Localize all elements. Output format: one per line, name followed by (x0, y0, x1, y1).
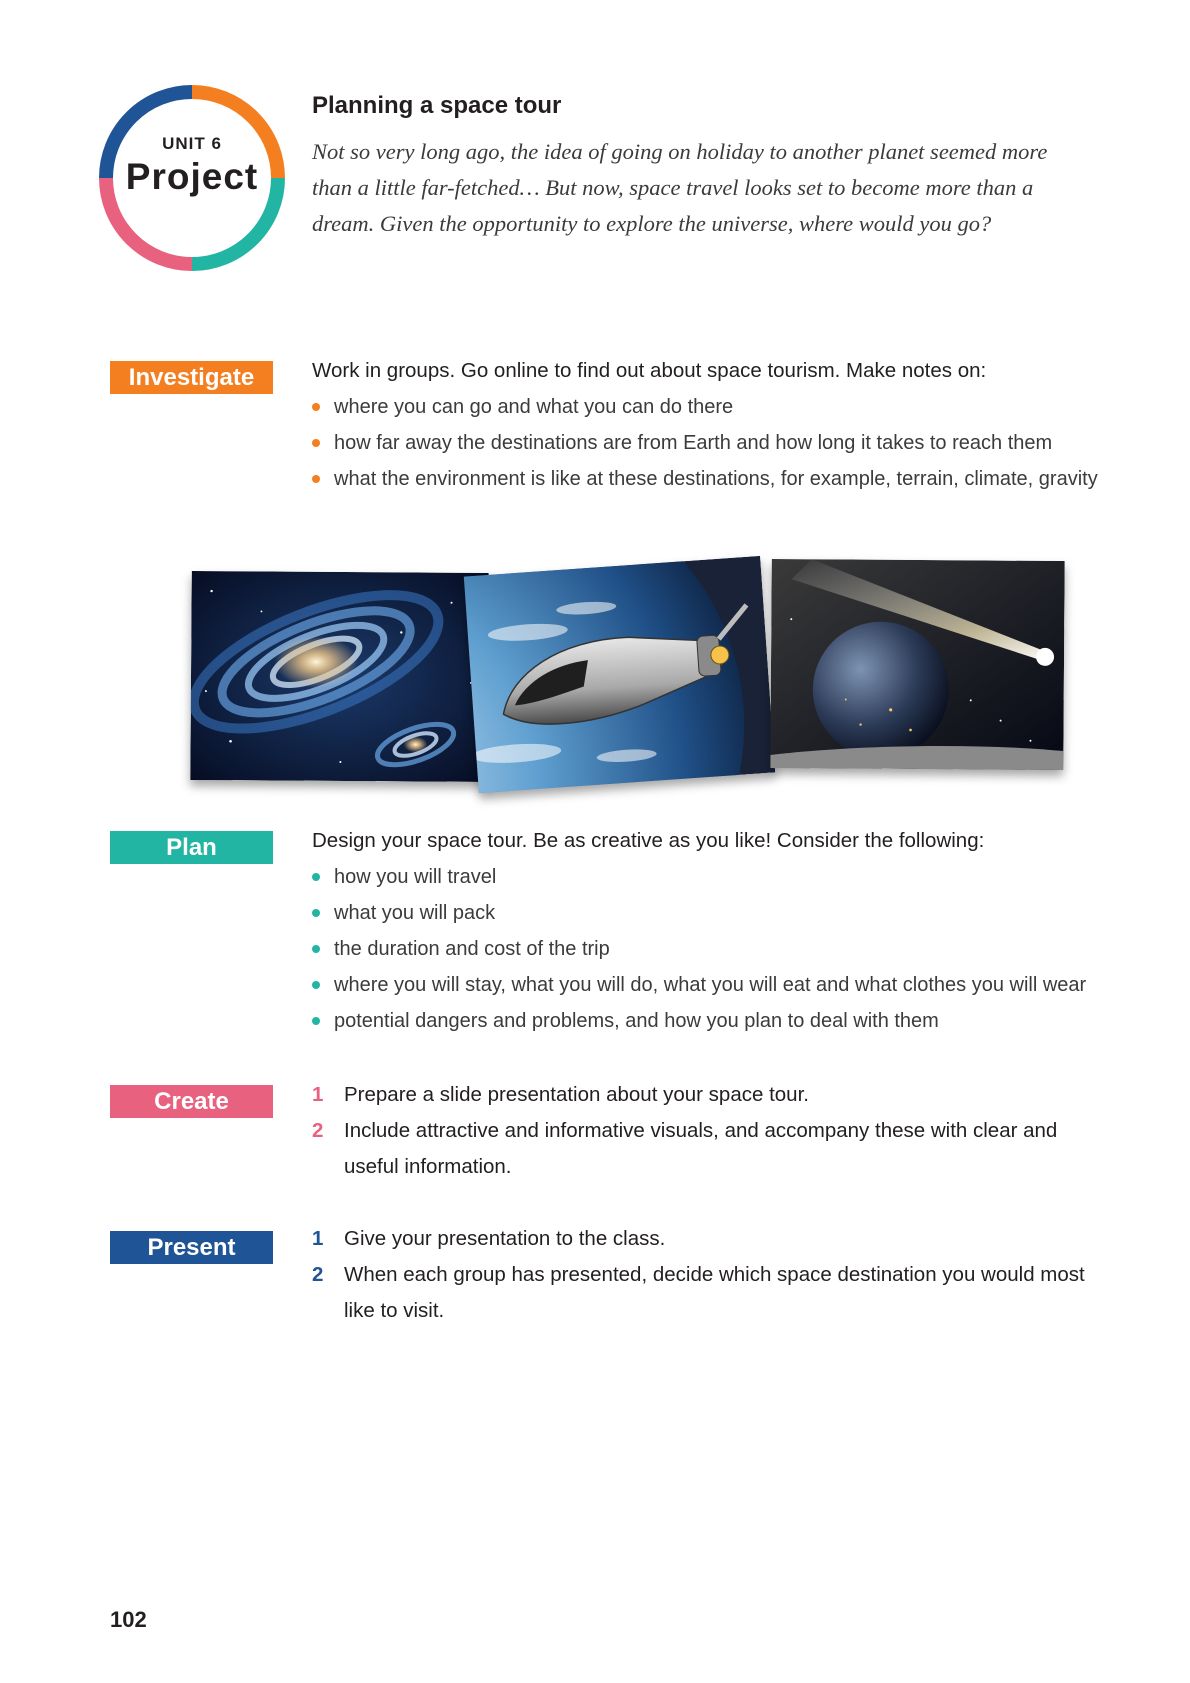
create-steps (312, 1077, 1102, 1185)
unit-label: UNIT 6 (162, 134, 222, 153)
investigate-list (312, 389, 1102, 497)
section-label-create: Create (110, 1085, 273, 1118)
unit-badge (96, 82, 288, 274)
intro-text: Not so very long ago, the idea of going on holiday to another planet seemed more than a little far-fetched… But now, space travel looks set to become more than a dream. Given the opportunity to explore the universe, where would you go? (312, 139, 1048, 236)
list-item: 1 Give your presentation to the class. (312, 1227, 666, 1250)
bullet-dot-icon (312, 1017, 320, 1025)
page-title: Planning a space tour (312, 92, 562, 119)
spaceship-photo (464, 556, 775, 793)
list-item: what you will pack (312, 895, 1102, 931)
page-number: 102 (110, 1607, 147, 1632)
section-label-plan: Plan (110, 831, 273, 864)
investigate-lead: Work in groups. Go online to find out about space tourism. Make notes on: (312, 359, 987, 382)
plan-list (312, 859, 1102, 1039)
list-item: how far away the destinations are from Earth and how long it takes to reach them (312, 425, 1102, 461)
plan-lead: Design your space tour. Be as creative as you like! Consider the following: (312, 829, 985, 852)
bullet-dot-icon (312, 475, 320, 483)
comet-planet-photo (770, 559, 1064, 770)
bullet-dot-icon (312, 403, 320, 411)
bullet-dot-icon (312, 873, 320, 881)
present-steps (312, 1221, 1102, 1329)
bullet-dot-icon (312, 439, 320, 447)
bullet-dot-icon (312, 945, 320, 953)
bullet-dot-icon (312, 981, 320, 989)
list-item: what the environment is like at these destinations, for example, terrain, climate, gravity (312, 461, 1102, 497)
project-label: Project (125, 156, 259, 197)
list-item: potential dangers and problems, and how you plan to deal with them (312, 1003, 1102, 1039)
galaxy-photo (190, 571, 488, 782)
list-item: 2 Include attractive and informative visuals, and accompany these with clear and useful information. (312, 1119, 1058, 1178)
section-label-investigate: Investigate (110, 361, 273, 394)
list-item: 1 Prepare a slide presentation about your space tour. (312, 1083, 809, 1106)
list-item: where you can go and what you can do there (312, 389, 1102, 425)
list-item: how you will travel (312, 859, 1102, 895)
list-item: 2 When each group has presented, decide which space destination you would most like to visit. (312, 1263, 1085, 1322)
section-label-present: Present (110, 1231, 273, 1264)
bullet-dot-icon (312, 909, 320, 917)
list-item: the duration and cost of the trip (312, 931, 1102, 967)
list-item: where you will stay, what you will do, what you will eat and what clothes you will wear (312, 967, 1102, 1003)
